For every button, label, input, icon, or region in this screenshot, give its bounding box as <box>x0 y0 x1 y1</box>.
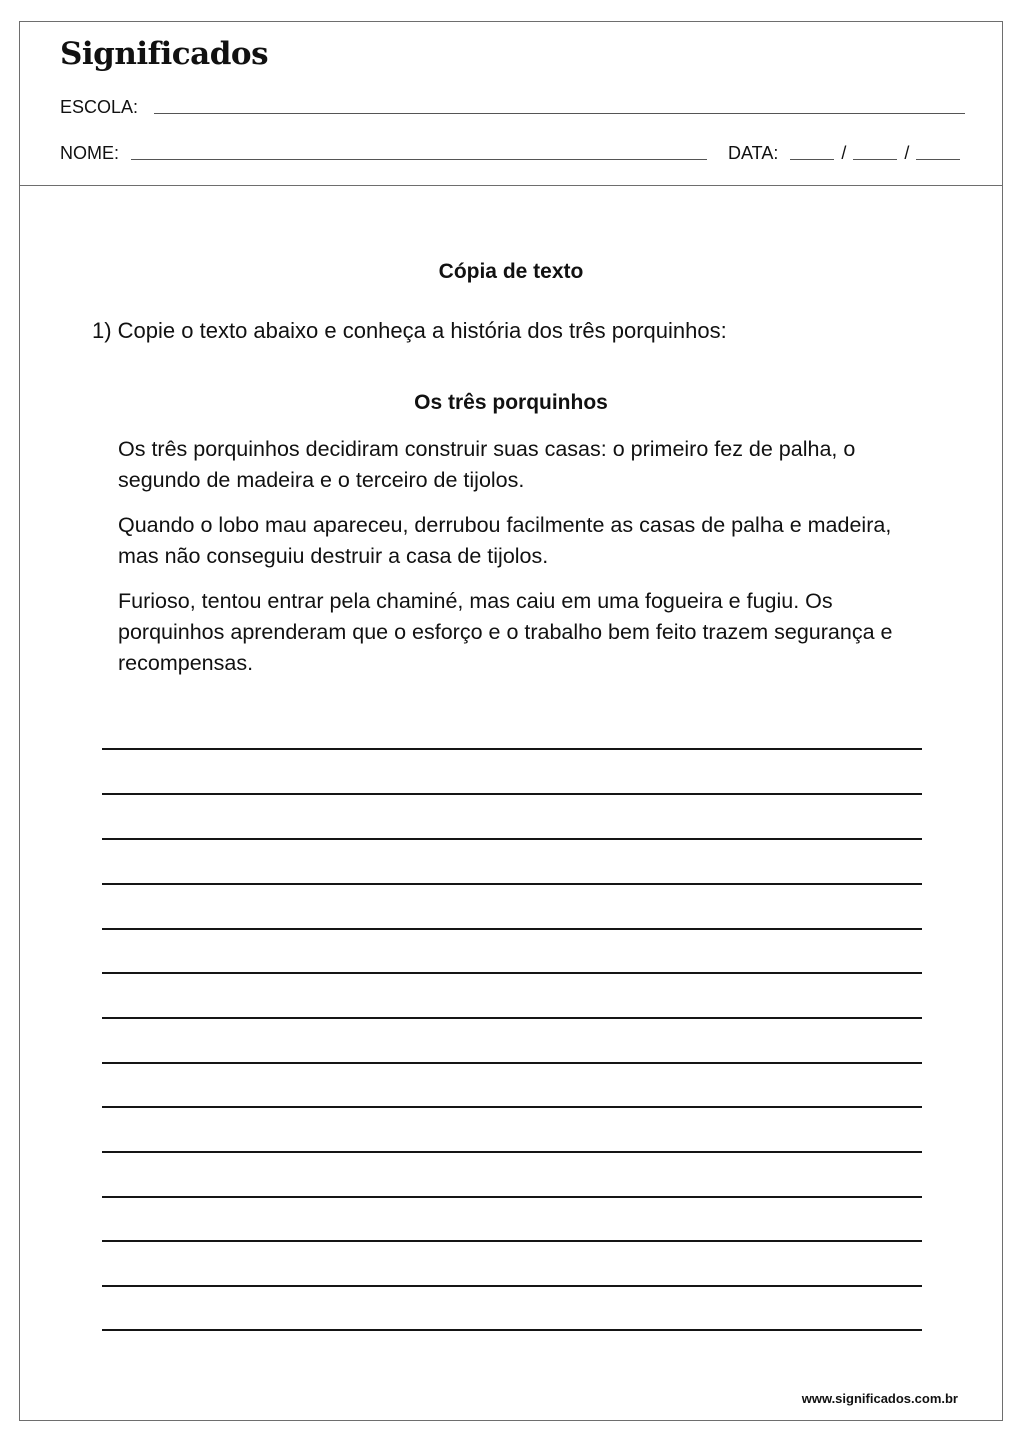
writing-line[interactable] <box>102 1329 922 1331</box>
writing-line[interactable] <box>102 972 922 974</box>
story-paragraph: Os três porquinhos decidiram construir suas casas: o primeiro fez de palha, o segundo de madeira e o terceiro de tijolos. <box>118 437 856 492</box>
writing-line[interactable] <box>102 838 922 840</box>
writing-line[interactable] <box>102 883 922 885</box>
date-year-line[interactable] <box>916 159 960 160</box>
story-paragraph: Quando o lobo mau apareceu, derrubou facilmente as casas de palha e madeira, mas não conseguiu destruir a casa de tijolos. <box>118 513 892 568</box>
name-label: NOME: <box>60 143 120 163</box>
writing-lines <box>102 22 922 1420</box>
writing-line[interactable] <box>102 1062 922 1064</box>
writing-line[interactable] <box>102 928 922 930</box>
writing-line[interactable] <box>102 1106 922 1108</box>
school-label: ESCOLA: <box>60 97 139 117</box>
worksheet-title: Cópia de texto <box>438 260 584 283</box>
writing-line[interactable] <box>102 748 922 750</box>
writing-line[interactable] <box>102 1151 922 1153</box>
brand-logo: Significados <box>60 36 269 72</box>
question-text: 1) Copie o texto abaixo e conheça a história dos três porquinhos: <box>92 318 727 343</box>
writing-line[interactable] <box>102 1017 922 1019</box>
story-paragraph: Furioso, tentou entrar pela chaminé, mas caiu em uma fogueira e fugiu. Os porquinhos aprenderam que o esforço e o trabalho bem feito trazem segurança e recompensas. <box>118 589 893 675</box>
writing-line[interactable] <box>102 1196 922 1198</box>
date-label: DATA: <box>728 143 779 163</box>
writing-line[interactable] <box>102 793 922 795</box>
writing-line[interactable] <box>102 1285 922 1287</box>
date-separator: / <box>904 143 910 163</box>
story-title: Os três porquinhos <box>414 391 608 414</box>
footer-url: www.significados.com.br <box>801 1391 958 1406</box>
worksheet-page <box>19 21 1003 1421</box>
writing-line[interactable] <box>102 1240 922 1242</box>
date-separator: / <box>841 143 847 163</box>
